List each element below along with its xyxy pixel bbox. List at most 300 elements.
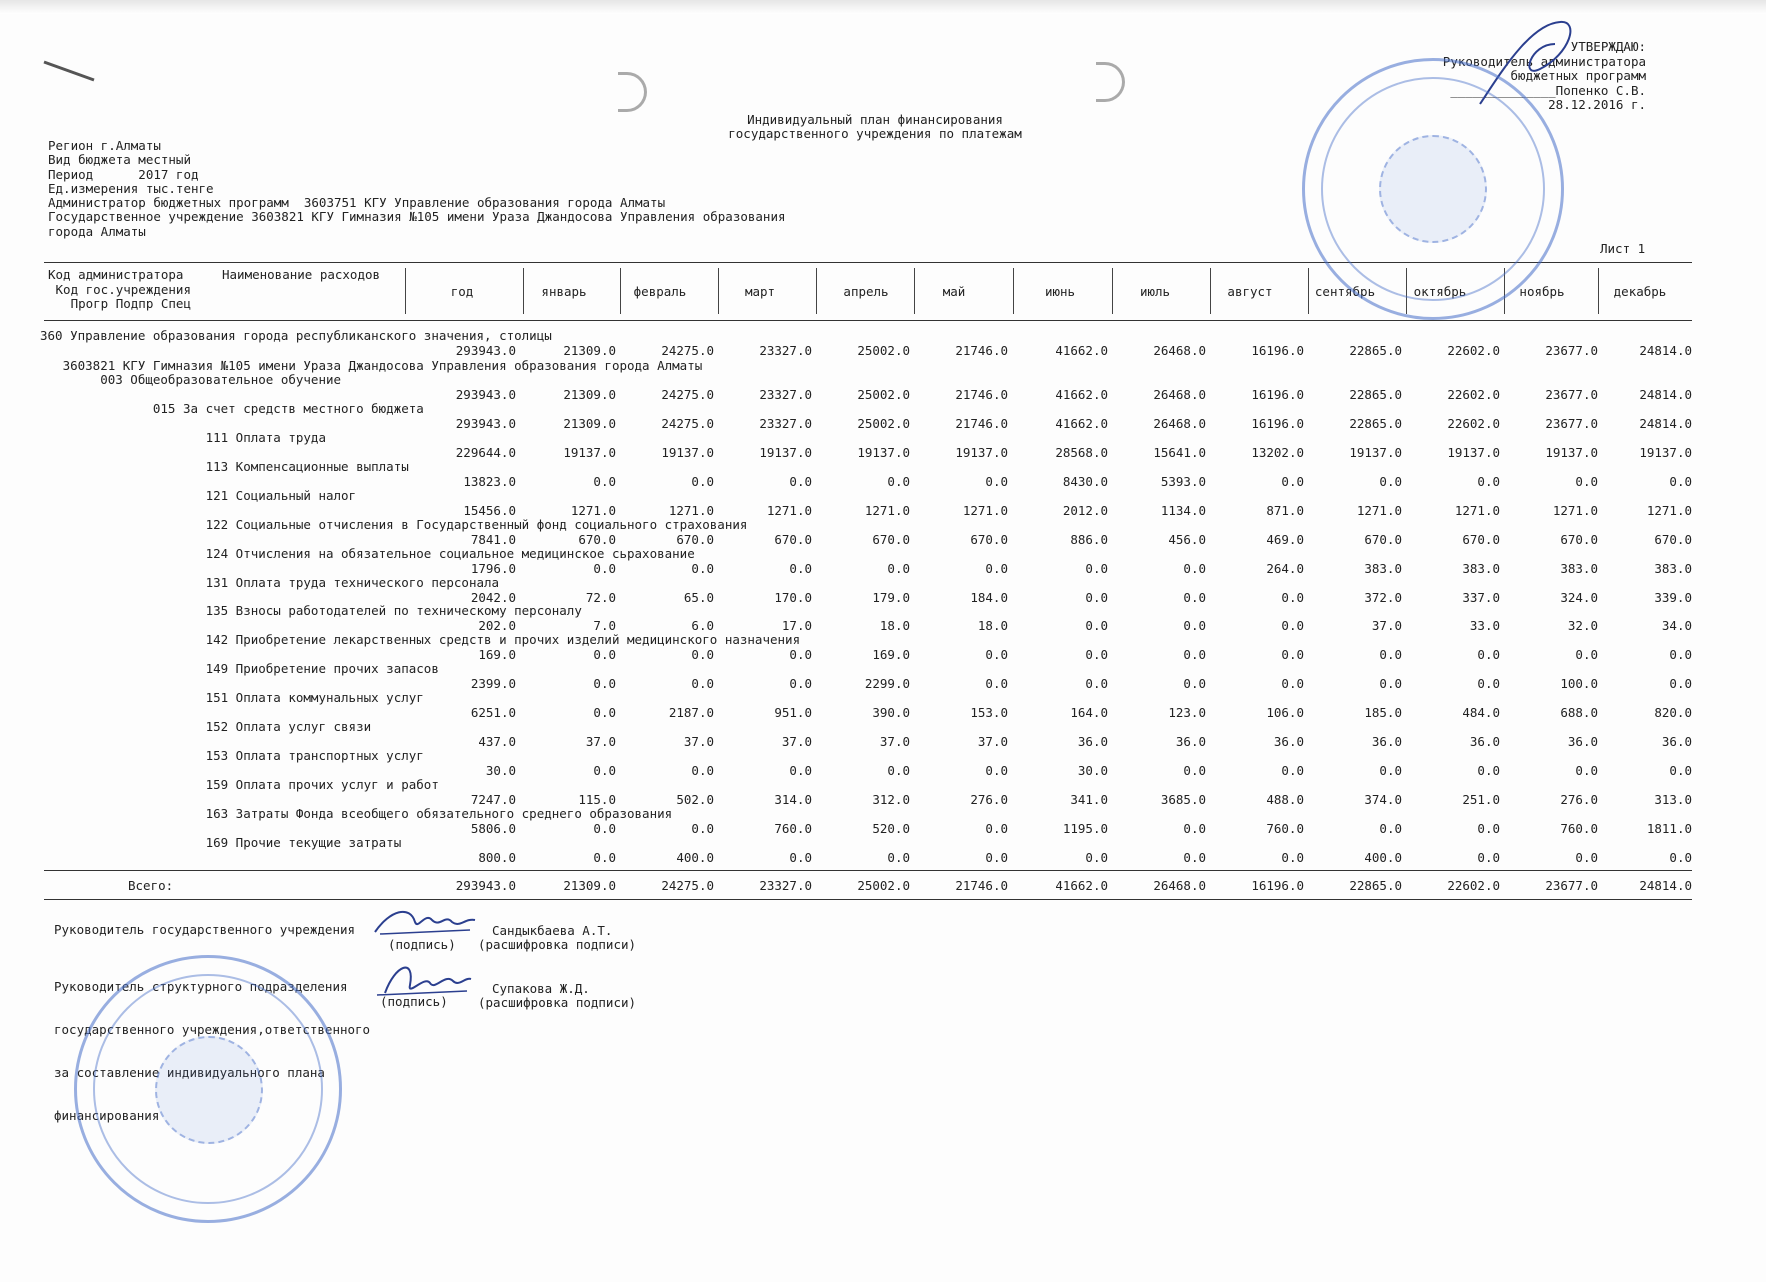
table-cell: 469.0 — [1266, 532, 1304, 547]
table-cell: 1796.0 — [470, 561, 516, 576]
table-cell: 30.0 — [485, 763, 516, 778]
row-label: 113 Компенсационные выплаты — [40, 459, 409, 474]
table-cell: 115.0 — [578, 792, 616, 807]
row-label: 149 Приобретение прочих запасов — [40, 661, 439, 676]
header-codes — [48, 268, 191, 312]
table-cell: 19137.0 — [1349, 445, 1402, 460]
column-header-4: апрель — [843, 284, 889, 299]
table-cell: 383.0 — [1560, 561, 1598, 576]
header-code-admin: Код администратора — [48, 267, 184, 282]
table-cell: 19137.0 — [759, 445, 812, 460]
sub-signature — [375, 955, 475, 1000]
table-cell: 2399.0 — [470, 676, 516, 691]
table-cell: 26468.0 — [1153, 387, 1206, 402]
table-cell: 484.0 — [1462, 705, 1500, 720]
row-label: 135 Взносы работодателей по техническому персоналу — [40, 603, 582, 618]
table-cell: 0.0 — [1183, 850, 1206, 865]
table-cell: 22602.0 — [1447, 416, 1500, 431]
meta-period: Период 2017 год — [48, 166, 199, 182]
table-cell: 502.0 — [676, 792, 714, 807]
column-separator — [523, 268, 524, 314]
table-cell: 0.0 — [1477, 821, 1500, 836]
table-cell: 390.0 — [872, 705, 910, 720]
table-cell: 123.0 — [1168, 705, 1206, 720]
column-header-12: декабрь — [1613, 284, 1667, 299]
table-cell: 0.0 — [593, 763, 616, 778]
table-cell: 37.0 — [879, 734, 910, 749]
table-cell: 19137.0 — [563, 445, 616, 460]
table-cell: 0.0 — [789, 763, 812, 778]
head-name: Сандыкбаева А.Т. — [492, 923, 613, 938]
row-label: 131 Оплата труда технического персонала — [40, 575, 500, 590]
table-cell: 7.0 — [593, 618, 616, 633]
row-label: 124 Отчисления на обязательное социальное медицинское сьрахование — [40, 546, 695, 561]
table-cell: 16196.0 — [1251, 343, 1304, 358]
header-code-program: Прогр Подпр Спец — [48, 296, 191, 311]
table-cell: 2012.0 — [1062, 503, 1108, 518]
table-cell: 670.0 — [1654, 532, 1692, 547]
table-cell: 6.0 — [691, 618, 714, 633]
table-cell: 23677.0 — [1545, 387, 1598, 402]
column-separator — [1210, 268, 1211, 314]
table-cell: 0.0 — [1183, 618, 1206, 633]
table-cell: 169.0 — [478, 647, 516, 662]
column-header-7: июль — [1139, 284, 1171, 299]
table-cell: 0.0 — [691, 561, 714, 576]
table-cell: 17.0 — [781, 618, 812, 633]
table-cell: 5806.0 — [470, 821, 516, 836]
table-cell: 456.0 — [1168, 532, 1206, 547]
table-cell: 36.0 — [1371, 734, 1402, 749]
table-cell: 372.0 — [1364, 590, 1402, 605]
table-cell: 37.0 — [781, 734, 812, 749]
table-cell: 951.0 — [774, 705, 812, 720]
table-cell: 169.0 — [872, 647, 910, 662]
column-header-6: июнь — [1044, 284, 1076, 299]
total-bottom-rule — [44, 899, 1692, 900]
column-header-8: август — [1227, 284, 1273, 299]
title-line-1: Индивидуальный план финансирования — [747, 112, 1003, 127]
table-cell: 0.0 — [985, 763, 1008, 778]
table-cell: 670.0 — [676, 532, 714, 547]
table-cell: 0.0 — [789, 647, 812, 662]
table-cell: 0.0 — [593, 821, 616, 836]
table-cell: 670.0 — [1364, 532, 1402, 547]
table-cell: 1195.0 — [1062, 821, 1108, 836]
table-cell: 1271.0 — [962, 503, 1008, 518]
table-cell: 0.0 — [1183, 676, 1206, 691]
meta-units: Ед.измерения тыс.тенге — [48, 180, 214, 196]
table-cell: 0.0 — [1085, 618, 1108, 633]
total-cell: 24814.0 — [1639, 878, 1692, 893]
table-cell: 33.0 — [1469, 618, 1500, 633]
table-cell: 820.0 — [1654, 705, 1692, 720]
sub-decode-caption: (расшифровка подписи) — [478, 995, 637, 1010]
sub-label-line-4: финансирования — [54, 1108, 160, 1124]
column-separator — [914, 268, 915, 314]
table-cell: 23677.0 — [1545, 343, 1598, 358]
table-cell: 23677.0 — [1545, 416, 1598, 431]
table-cell: 886.0 — [1070, 532, 1108, 547]
punch-hole-right — [1096, 62, 1125, 102]
table-cell: 16196.0 — [1251, 416, 1304, 431]
table-cell: 184.0 — [970, 590, 1008, 605]
sub-label-line-2: государственного учреждения,ответственного — [54, 1022, 371, 1038]
table-cell: 7841.0 — [470, 532, 516, 547]
table-cell: 670.0 — [872, 532, 910, 547]
table-cell: 0.0 — [593, 561, 616, 576]
table-cell: 0.0 — [985, 850, 1008, 865]
table-cell: 0.0 — [691, 647, 714, 662]
table-cell: 24275.0 — [661, 387, 714, 402]
table-cell: 185.0 — [1364, 705, 1402, 720]
table-cell: 0.0 — [887, 474, 910, 489]
table-cell: 0.0 — [1575, 474, 1598, 489]
table-cell: 24814.0 — [1639, 387, 1692, 402]
table-cell: 0.0 — [887, 850, 910, 865]
table-cell: 670.0 — [970, 532, 1008, 547]
row-label: 152 Оплата услуг связи — [40, 719, 372, 734]
table-cell: 153.0 — [970, 705, 1008, 720]
column-header-2: февраль — [633, 284, 687, 299]
table-cell: 314.0 — [774, 792, 812, 807]
scan-edge — [0, 0, 1766, 14]
table-cell: 0.0 — [789, 676, 812, 691]
column-separator — [1013, 268, 1014, 314]
column-separator — [620, 268, 621, 314]
table-cell: 6251.0 — [470, 705, 516, 720]
table-cell: 37.0 — [683, 734, 714, 749]
row-label: 159 Оплата прочих услуг и работ — [40, 777, 439, 792]
table-cell: 324.0 — [1560, 590, 1598, 605]
table-cell: 23327.0 — [759, 343, 812, 358]
table-cell: 0.0 — [985, 647, 1008, 662]
table-cell: 0.0 — [691, 474, 714, 489]
table-cell: 0.0 — [1085, 590, 1108, 605]
table-cell: 293943.0 — [455, 343, 516, 358]
table-cell: 0.0 — [887, 561, 910, 576]
table-cell: 520.0 — [872, 821, 910, 836]
document-meta — [48, 139, 786, 239]
row-label: 142 Приобретение лекарственных средств и прочих изделий медицинского назначения — [40, 632, 801, 647]
column-header-11: ноябрь — [1519, 284, 1565, 299]
table-cell: 72.0 — [585, 590, 616, 605]
table-cell: 19137.0 — [661, 445, 714, 460]
table-cell: 383.0 — [1462, 561, 1500, 576]
table-cell: 0.0 — [1669, 763, 1692, 778]
table-cell: 0.0 — [1281, 763, 1304, 778]
table-cell: 23327.0 — [759, 416, 812, 431]
table-cell: 2299.0 — [864, 676, 910, 691]
table-cell: 37.0 — [585, 734, 616, 749]
table-cell: 688.0 — [1560, 705, 1598, 720]
table-cell: 313.0 — [1654, 792, 1692, 807]
table-cell: 337.0 — [1462, 590, 1500, 605]
institution-stamp — [74, 955, 342, 1223]
column-separator — [718, 268, 719, 314]
head-sign-caption: (подпись) — [388, 937, 456, 952]
table-cell: 276.0 — [970, 792, 1008, 807]
table-cell: 0.0 — [1183, 647, 1206, 662]
table-cell: 0.0 — [1379, 647, 1402, 662]
table-cell: 0.0 — [1281, 676, 1304, 691]
column-separator — [1308, 268, 1309, 314]
table-cell: 0.0 — [691, 676, 714, 691]
table-cell: 800.0 — [478, 850, 516, 865]
table-cell: 15456.0 — [463, 503, 516, 518]
total-cell: 23677.0 — [1545, 878, 1598, 893]
table-cell: 0.0 — [1085, 561, 1108, 576]
column-header-5: май — [942, 284, 966, 299]
table-cell: 170.0 — [774, 590, 812, 605]
row-sublabel: 003 Общеобразовательное обучение — [40, 372, 342, 387]
header-code-institution: Код гос.учреждения — [48, 281, 191, 297]
column-header-9: сентябрь — [1314, 284, 1376, 299]
table-cell: 312.0 — [872, 792, 910, 807]
table-cell: 0.0 — [1575, 850, 1598, 865]
meta-budget-type: Вид бюджета местный — [48, 152, 191, 168]
row-label: 169 Прочие текущие затраты — [40, 835, 402, 850]
row-label: 360 Управление образования города республиканского значения, столицы — [40, 328, 552, 343]
table-cell: 0.0 — [593, 676, 616, 691]
table-cell: 21746.0 — [955, 387, 1008, 402]
table-cell: 24275.0 — [661, 416, 714, 431]
table-cell: 0.0 — [1183, 821, 1206, 836]
table-cell: 32.0 — [1567, 618, 1598, 633]
table-cell: 0.0 — [1575, 763, 1598, 778]
table-cell: 179.0 — [872, 590, 910, 605]
table-cell: 24814.0 — [1639, 343, 1692, 358]
table-cell: 760.0 — [1266, 821, 1304, 836]
table-cell: 1134.0 — [1160, 503, 1206, 518]
total-cell: 21309.0 — [563, 878, 616, 893]
sub-label-line-1: Руководитель структурного подразделения — [54, 978, 348, 994]
meta-institution: Государственное учреждение 3603821 КГУ Гимназия №105 имени Ураза Джандосова Управления образования — [48, 209, 786, 225]
table-cell: 670.0 — [774, 532, 812, 547]
column-separator — [816, 268, 817, 314]
table-cell: 1271.0 — [1454, 503, 1500, 518]
table-cell: 16196.0 — [1251, 387, 1304, 402]
table-cell: 1811.0 — [1646, 821, 1692, 836]
table-cell: 400.0 — [676, 850, 714, 865]
table-cell: 0.0 — [1379, 676, 1402, 691]
row-label: 153 Оплата транспортных услуг — [40, 748, 424, 763]
table-cell: 13202.0 — [1251, 445, 1304, 460]
total-cell: 24275.0 — [661, 878, 714, 893]
table-cell: 36.0 — [1175, 734, 1206, 749]
meta-institution-cont: города Алматы — [48, 223, 146, 239]
total-cell: 23327.0 — [759, 878, 812, 893]
table-cell: 3685.0 — [1160, 792, 1206, 807]
column-header-0: год — [450, 284, 474, 299]
table-cell: 37.0 — [1371, 618, 1402, 633]
table-cell: 0.0 — [1379, 763, 1402, 778]
table-cell: 1271.0 — [1552, 503, 1598, 518]
table-cell: 0.0 — [1183, 590, 1206, 605]
table-cell: 0.0 — [1281, 647, 1304, 662]
table-cell: 0.0 — [1281, 850, 1304, 865]
table-cell: 21309.0 — [563, 416, 616, 431]
table-cell: 670.0 — [578, 532, 616, 547]
table-cell: 19137.0 — [955, 445, 1008, 460]
table-cell: 0.0 — [691, 821, 714, 836]
head-decode-caption: (расшифровка подписи) — [478, 937, 637, 952]
table-cell: 383.0 — [1654, 561, 1692, 576]
table-cell: 202.0 — [478, 618, 516, 633]
table-cell: 21309.0 — [563, 387, 616, 402]
table-cell: 41662.0 — [1055, 387, 1108, 402]
approval-line-2: Руководитель администратора — [1442, 53, 1646, 69]
table-cell: 264.0 — [1266, 561, 1304, 576]
sheet-number: Лист 1 — [1600, 241, 1646, 256]
table-cell: 21746.0 — [955, 416, 1008, 431]
table-cell: 293943.0 — [455, 387, 516, 402]
total-cell: 293943.0 — [455, 878, 516, 893]
table-cell: 2042.0 — [470, 590, 516, 605]
table-cell: 383.0 — [1364, 561, 1402, 576]
approval-date: 28.12.2016 г. — [1548, 97, 1646, 112]
table-cell: 488.0 — [1266, 792, 1304, 807]
head-label: Руководитель государственного учреждения — [54, 922, 356, 937]
table-cell: 871.0 — [1266, 503, 1304, 518]
table-cell: 0.0 — [789, 850, 812, 865]
punch-hole-left — [618, 72, 647, 112]
table-cell: 22865.0 — [1349, 387, 1402, 402]
table-cell: 25002.0 — [857, 416, 910, 431]
table-cell: 19137.0 — [1639, 445, 1692, 460]
table-cell: 0.0 — [1379, 821, 1402, 836]
table-cell: 19137.0 — [857, 445, 910, 460]
table-cell: 0.0 — [1477, 676, 1500, 691]
table-cell: 5393.0 — [1160, 474, 1206, 489]
row-label: 163 Затраты Фонда всеобщего обязательного среднего образования — [40, 806, 673, 821]
table-cell: 670.0 — [1560, 532, 1598, 547]
table-cell: 0.0 — [985, 561, 1008, 576]
pen-mark — [40, 58, 100, 88]
total-cell: 22602.0 — [1447, 878, 1500, 893]
column-separator — [1112, 268, 1113, 314]
table-cell: 1271.0 — [766, 503, 812, 518]
table-cell: 0.0 — [1477, 850, 1500, 865]
table-cell: 41662.0 — [1055, 416, 1108, 431]
table-cell: 0.0 — [1281, 618, 1304, 633]
table-cell: 36.0 — [1567, 734, 1598, 749]
meta-region: Регион г.Алматы — [48, 138, 161, 153]
head-signature — [370, 900, 480, 940]
table-cell: 0.0 — [789, 561, 812, 576]
table-cell: 0.0 — [1669, 676, 1692, 691]
table-cell: 164.0 — [1070, 705, 1108, 720]
table-cell: 0.0 — [1183, 561, 1206, 576]
table-cell: 760.0 — [774, 821, 812, 836]
table-cell: 36.0 — [1469, 734, 1500, 749]
table-cell: 18.0 — [879, 618, 910, 633]
column-header-1: январь — [541, 284, 587, 299]
approval-line-3: бюджетных программ — [1510, 68, 1646, 83]
table-cell: 400.0 — [1364, 850, 1402, 865]
table-cell: 0.0 — [593, 850, 616, 865]
table-cell: 25002.0 — [857, 387, 910, 402]
table-cell: 37.0 — [977, 734, 1008, 749]
total-top-rule — [44, 870, 1692, 871]
table-cell: 0.0 — [1477, 763, 1500, 778]
table-cell: 1271.0 — [668, 503, 714, 518]
table-cell: 0.0 — [789, 474, 812, 489]
table-cell: 106.0 — [1266, 705, 1304, 720]
total-cell: 25002.0 — [857, 878, 910, 893]
table-cell: 1271.0 — [864, 503, 910, 518]
table-cell: 0.0 — [691, 763, 714, 778]
table-cell: 21309.0 — [563, 343, 616, 358]
table-cell: 19137.0 — [1447, 445, 1500, 460]
total-cell: 41662.0 — [1055, 878, 1108, 893]
table-cell: 0.0 — [1085, 676, 1108, 691]
table-cell: 26468.0 — [1153, 416, 1206, 431]
table-cell: 22602.0 — [1447, 387, 1500, 402]
row-label: 3603821 КГУ Гимназия №105 имени Ураза Джандосова Управления образования города Алматы — [40, 358, 703, 373]
table-cell: 28568.0 — [1055, 445, 1108, 460]
sub-name: Супакова Ж.Д. — [492, 981, 590, 996]
column-header-3: март — [744, 284, 776, 299]
table-cell: 22865.0 — [1349, 416, 1402, 431]
column-separator — [405, 268, 406, 314]
table-cell: 437.0 — [478, 734, 516, 749]
total-label: Всего: — [128, 878, 174, 893]
table-cell: 276.0 — [1560, 792, 1598, 807]
table-cell: 0.0 — [1085, 850, 1108, 865]
total-cell: 21746.0 — [955, 878, 1008, 893]
row-label: 151 Оплата коммунальных услуг — [40, 690, 424, 705]
table-cell: 36.0 — [1077, 734, 1108, 749]
table-cell: 0.0 — [1669, 647, 1692, 662]
title-line-2: государственного учреждения по платежам — [728, 126, 1022, 141]
table-cell: 0.0 — [1379, 474, 1402, 489]
row-label: 121 Социальный налог — [40, 488, 357, 503]
table-cell: 229644.0 — [455, 445, 516, 460]
table-cell: 374.0 — [1364, 792, 1402, 807]
table-cell: 760.0 — [1560, 821, 1598, 836]
table-cell: 24814.0 — [1639, 416, 1692, 431]
table-cell: 19137.0 — [1545, 445, 1598, 460]
table-cell: 22602.0 — [1447, 343, 1500, 358]
row-label: 122 Социальные отчисления в Государственный фонд социального страхования — [40, 517, 748, 532]
document-title — [620, 113, 1130, 141]
table-cell: 341.0 — [1070, 792, 1108, 807]
table-cell: 251.0 — [1462, 792, 1500, 807]
row-label: 111 Оплата труда — [40, 430, 326, 445]
sub-label-line-3: за составление индивидуального плана — [54, 1065, 325, 1081]
table-cell: 0.0 — [593, 705, 616, 720]
table-cell: 0.0 — [593, 647, 616, 662]
table-cell: 339.0 — [1654, 590, 1692, 605]
table-cell: 0.0 — [1477, 647, 1500, 662]
table-cell: 1271.0 — [570, 503, 616, 518]
table-cell: 34.0 — [1661, 618, 1692, 633]
table-cell: 0.0 — [1281, 590, 1304, 605]
header-expense-name: Наименование расходов — [222, 267, 381, 282]
table-cell: 0.0 — [1085, 647, 1108, 662]
table-cell: 293943.0 — [455, 416, 516, 431]
table-cell: 25002.0 — [857, 343, 910, 358]
total-cell: 26468.0 — [1153, 878, 1206, 893]
table-cell: 0.0 — [1477, 474, 1500, 489]
table-cell: 22865.0 — [1349, 343, 1402, 358]
table-cell: 0.0 — [1575, 647, 1598, 662]
table-cell: 23327.0 — [759, 387, 812, 402]
table-cell: 65.0 — [683, 590, 714, 605]
total-cell: 22865.0 — [1349, 878, 1402, 893]
table-cell: 0.0 — [887, 763, 910, 778]
